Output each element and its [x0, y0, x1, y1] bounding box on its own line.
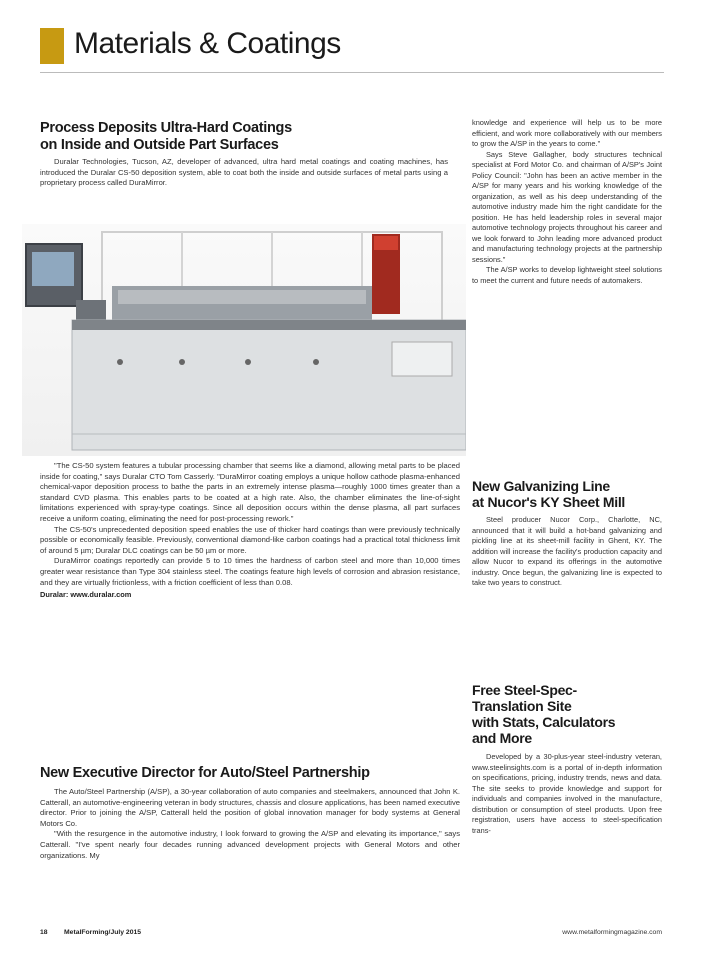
article3-body: Steel producer Nucor Corp., Charlotte, NC, announced that it will build a hot-band galvanizing and pickling line at its sheet-mill facility in Ghent, KY. The addition will increase the facility's production capacity and allow Nucor to expand its offerings in the automotive industry. Once begun, the galvanizing line is expected to take two years to construct. [472, 515, 662, 587]
article2-headline: New Executive Director for Auto/Steel Partnership [40, 765, 370, 781]
publication-name: MetalForming/July 2015 [64, 929, 142, 936]
article2-continuation: knowledge and experience will help us to be more efficient, and work more collaboratively with our members to grow the A/SP in the years to come." Says Steve Gallagher, body structures technical specialist at Ford Motor Co. and chairman of A/SP's Joint Policy Council: "John has been an active member in the A/SP for many years and his working knowledge of the organization, as well as his deep understanding of the automotive industry made him the right candidate for the position. He has held leadership roles in several major automotive technology projects throughout his career and we look forward to John leading more advanced product and manufacturing technology projects at the partnership sessions." The A/SP works to develop lightweight steel solutions to meet the current and future needs of automakers. [472, 118, 662, 285]
footer-url: www.metalformingmagazine.com [562, 929, 662, 936]
article1-website: Duralar: www.duralar.com [40, 590, 132, 600]
section-title: Materials & Coatings [74, 27, 341, 60]
article1-lead: Duralar Technologies, Tucson, AZ, developer of advanced, ultra hard metal coatings and coating machines, has introduced the Duralar CS-50 deposition system, able to coat both the inside and outside surfaces of metal parts using a proprietary process called DuraMirror. [40, 157, 448, 188]
article1-headline: Process Deposits Ultra-Hard Coatings on Inside and Outside Part Surfaces [40, 120, 292, 153]
page-number: 18 [40, 929, 48, 936]
header-rule [40, 72, 664, 73]
coating-machine-illustration [22, 224, 466, 456]
coating-machine-photo [22, 224, 466, 456]
article4-headline: Free Steel-Spec- Translation Site with Stats, Calculators and More [472, 682, 616, 746]
article2-body: The Auto/Steel Partnership (A/SP), a 30-year collaboration of auto companies and steelmakers, announced that John K. Catterall, an automotive-engineering veteran in body structures, chassis and closure applications, has been named executive director. Prior to joining the A/SP, Catterall held the position of global innovation manager for body systems at General Motors Co. "With the resurgence in the automotive industry, I look forward to growing the A/SP and elevating its importance," says Catterall. "I've spent nearly four decades running advanced development projects with General Motors and other organizations. My [40, 787, 461, 860]
article1-body: "The CS-50 system features a tubular processing chamber that seems like a diamond, allowing metal parts to be placed inside for coating," says Duralar CTO Tom Casserly. "DuraMirror coating employs a unique hollow cathode plasma-enhanced chemical-vapor deposition process to bathe the parts in an extremely intense plasma—roughly 1000 times greater than a standard CVD plasma. This enables parts to be coated at a high rate. Also, the chamber eliminates the line-of-sight limitations experienced with spray-type coatings. Since all deposition occurs within the dense plasma, all part surfaces receive a uniform coating, eliminating the need for post-processing rework." The CS-50's unprecedented deposition speed enables the use of thicker hard coatings than were previously technically possible or economically feasible. Previously, conventional diamond-like carbon coatings had a practical total thickness limit of around 5 µm; Duralar DLC coatings can be 50 µm or more. DuraMirror coatings reportedly can provide 5 to 10 times the hardness of carbon steel and more than 10,000 times greater wear resistance than Type 304 stainless steel. The coatings feature high levels of corrosion and abrasion resistance, and they are virtually frictionless, with a friction coefficient of less than 0.08. Duralar: www.duralar.com [40, 461, 460, 600]
article4-body: Developed by a 30-plus-year steel-industry veteran, www.steelinsights.com is a portal of in-depth information on specifications, pricing, industry trends, news and data. The site seeks to provide knowledge and support for individuals and companies involved in the manufacture, distribution or consumption of steel products. Upon free registration, users have access to steel-specification trans- [472, 752, 662, 835]
article3-headline: New Galvanizing Line at Nucor's KY Sheet Mill [472, 478, 626, 510]
section-accent-bar [40, 28, 64, 64]
